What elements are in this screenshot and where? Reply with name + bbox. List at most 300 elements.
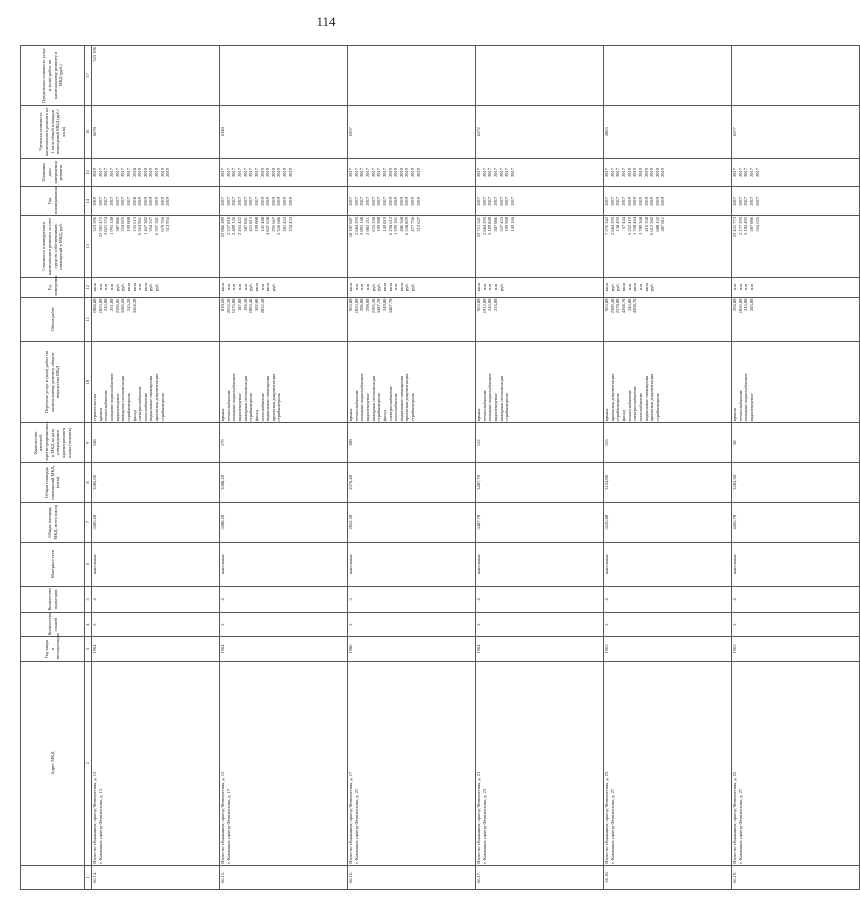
sub-item: крыши — [97, 408, 103, 422]
sub-item: 2017 — [476, 168, 482, 178]
address-line: Итого по г.Камышин, проезд Феоктистова, д. 15 — [220, 771, 226, 864]
floors-cell: 5 — [603, 613, 731, 637]
sub-item: п.м — [481, 284, 487, 291]
sub-item: п.м — [103, 284, 109, 291]
residents-cell: 100 — [347, 423, 475, 463]
sub-item: 416 338 — [643, 217, 649, 232]
sub-item: 2017 — [109, 196, 114, 206]
sub-item: 312 627 — [415, 217, 421, 232]
sub-item: пожарная сигнализация — [370, 375, 376, 422]
sub-item: 155 613 — [131, 217, 137, 232]
limit-cost-cell — [603, 46, 731, 106]
sub-item: 1 993 140 — [109, 217, 114, 236]
residents-cell: 155 — [603, 423, 731, 463]
sub-item: 2019 — [137, 196, 143, 206]
sub-item: 2017 — [253, 196, 259, 206]
table-row — [731, 46, 859, 890]
sub-item: 18 107 607 — [348, 217, 354, 238]
sub-item: кв.м — [125, 283, 131, 292]
sub-item: 199 960 — [504, 217, 510, 232]
sub-item: стройконтроль — [654, 393, 660, 422]
sub-item: п.м — [353, 284, 359, 291]
year-cell: 1965 — [731, 637, 859, 661]
address-line: г. Камышин, проезд Феоктистова, д. 27 — [737, 788, 743, 864]
unit-cost-cell: 6957 — [347, 105, 475, 158]
sub-item: стройконтроль — [159, 393, 165, 422]
sub-item: 3 095 140 — [359, 217, 365, 236]
sub-item: стройконтроль — [615, 393, 621, 422]
sub-item: 2378,00 — [615, 298, 621, 314]
rotated-table-wrapper — [20, 45, 760, 890]
sub-item: 2017 — [248, 196, 254, 206]
column-number: 7 — [85, 502, 92, 542]
sub-item: 2019 — [282, 196, 287, 206]
header-cell: Удельная стоимость капитального ремонта на 1 кв.м общей площади помещений МКД (руб./кв.м) — [21, 105, 85, 158]
sub-item: 2017 — [365, 196, 370, 206]
header-cell: Количество подъездов — [21, 586, 85, 612]
address-line: Итого по г.Камышин, проезд Феоктистова, д. 13 — [92, 771, 98, 864]
sub-item: 2017 — [253, 168, 259, 178]
sub-item: газоснабжение — [259, 393, 265, 422]
sub-item: 1912,00 — [481, 298, 487, 314]
sub-item: теплоснабжение — [737, 389, 743, 422]
sub-item: 2 177 295 — [737, 217, 743, 236]
sub-item: электроснабжение — [632, 386, 638, 422]
row-number: 66.19. — [731, 865, 859, 889]
sub-item: 387 041 — [242, 217, 248, 232]
sub-item: 2019 — [410, 168, 415, 178]
sub-item: 963,00 — [476, 298, 482, 312]
sub-item: 2019 — [276, 168, 282, 178]
works-cell — [731, 341, 859, 423]
sub-item: п.м — [137, 284, 143, 291]
volume-cell — [347, 297, 475, 341]
sub-item: 2017 — [370, 196, 376, 206]
sub-item: 2019 — [165, 168, 171, 178]
header-cell: Материал стен — [21, 542, 85, 586]
sub-item: подвальные помещения — [398, 375, 404, 422]
sub-item: 2017 — [509, 196, 515, 206]
sub-item: кв.м — [348, 283, 354, 292]
premises-area-cell: 3503,30 — [731, 463, 859, 503]
sub-item: 1 399 161 — [393, 217, 399, 236]
sub-item: 2019 — [287, 196, 293, 206]
works-cell — [219, 341, 347, 423]
sub-item: п.м — [732, 284, 738, 291]
plan-year-cell — [475, 187, 603, 216]
year-cell: 1986 — [347, 637, 475, 661]
sub-item: 3564,20 — [131, 298, 137, 314]
sub-item: 2019 — [92, 196, 98, 206]
sub-item: подвальные помещения — [148, 375, 154, 422]
sub-item: 2019 — [626, 168, 632, 178]
entrances-cell: 3 — [347, 586, 475, 612]
sub-item: 2017 — [120, 196, 126, 206]
floors-cell: 5 — [219, 613, 347, 637]
column-number: 6 — [85, 542, 92, 586]
sub-item: п.м — [626, 284, 632, 291]
sub-item: 2017 — [365, 168, 370, 178]
sub-item: 245,00 — [743, 298, 749, 312]
sub-item: 2019 — [265, 196, 271, 206]
floors-cell: 5 — [731, 613, 859, 637]
sub-item: 2017 — [359, 168, 365, 178]
sub-item: фасад — [381, 410, 387, 422]
sub-item: 187,00 — [237, 298, 242, 312]
sub-item: кв.м — [621, 283, 626, 292]
sub-item: 537 425 — [498, 217, 504, 232]
volume-cell — [219, 297, 347, 341]
sub-item: 149 019 — [381, 217, 387, 232]
header-cell: Перечень услуг и (или) работ по капитальному ремонту общего имущества МКД — [21, 341, 85, 423]
header-cell: Объем работ — [21, 297, 85, 341]
sub-item: 2017 — [621, 168, 626, 178]
sub-item: 2017 — [120, 168, 126, 178]
cost-cell — [91, 216, 219, 278]
sub-item: 2018 — [131, 168, 137, 178]
table-body — [91, 46, 859, 890]
sub-item: фасад — [621, 410, 626, 422]
sub-item: 1084,80 — [92, 298, 98, 314]
sub-item: 4 847 658 — [265, 217, 271, 236]
sub-item: 2017 — [498, 196, 504, 206]
sub-item: 2017 — [621, 196, 626, 206]
residents-cell: 179 — [219, 423, 347, 463]
sub-item: 245,20 — [125, 298, 131, 312]
end-year-cell — [347, 158, 475, 187]
sub-item: кв.м — [632, 283, 638, 292]
sub-item: 2017 — [743, 196, 749, 206]
sub-item: 2019 — [142, 168, 148, 178]
sub-item: 2019 — [259, 168, 265, 178]
sub-item: 2019 — [643, 196, 649, 206]
table-row — [347, 46, 475, 890]
sub-item: 2 684 295 — [353, 217, 359, 236]
sub-item: кв.м — [381, 283, 387, 292]
entrances-cell: 4 — [91, 586, 219, 612]
sub-item: 2017 — [125, 168, 131, 178]
sub-item: холодное водоснабжение — [359, 373, 365, 422]
column-number: 16 — [85, 105, 92, 158]
column-number: 11 — [85, 297, 92, 341]
sub-item: 6 612 302 — [649, 217, 655, 236]
sub-item: 407 811 — [660, 217, 666, 232]
sub-item: 2019 — [404, 196, 410, 206]
sub-item: 554 025 — [120, 217, 126, 232]
sub-item: п.м — [637, 284, 643, 291]
cost-cell — [347, 216, 475, 278]
row-number: 66.14. — [91, 865, 219, 889]
sub-item: 2019 — [410, 196, 415, 206]
year-cell: 1964 — [91, 637, 219, 661]
sub-item: 2017 — [376, 196, 382, 206]
sub-item: 253,00 — [493, 298, 498, 312]
sub-item: 2017 — [103, 196, 109, 206]
sub-item: 2017 — [220, 196, 226, 206]
table-row — [219, 46, 347, 890]
sub-item: руб. — [498, 283, 504, 292]
address-cell — [91, 661, 219, 865]
sub-item: 2019 — [393, 196, 399, 206]
sub-item: руб. — [114, 283, 120, 292]
repair-plan-table — [20, 45, 860, 890]
column-number: 8 — [85, 463, 92, 503]
sub-item: фасад — [131, 410, 137, 422]
year-cell: 1964 — [475, 637, 603, 661]
sub-item: 2017 — [381, 196, 387, 206]
sub-item: 295 667 — [270, 217, 276, 232]
sub-item: теплоснабжение — [481, 389, 487, 422]
sub-item: водоотведение — [237, 393, 242, 422]
sub-item: 2017 — [754, 196, 760, 206]
sub-item: 633 250 — [370, 217, 376, 232]
sub-item: 2019 — [632, 168, 638, 178]
sub-item: 2017 — [248, 168, 254, 178]
table-row — [603, 46, 731, 890]
year-cell: 1965 — [603, 637, 731, 661]
sub-item: 2017 — [231, 168, 237, 178]
sub-item: кровля — [732, 408, 738, 422]
sub-item: крыша — [220, 408, 226, 422]
wall-material-cell: панельные — [475, 542, 603, 586]
sub-item: 2017 — [237, 168, 242, 178]
sub-item: 2832,50 — [259, 298, 265, 314]
sub-item: проектная документация — [404, 373, 410, 422]
sub-item: 2019 — [142, 196, 148, 206]
sub-item: 206,00 — [359, 298, 365, 312]
sub-item: пожарная сигнализация — [120, 375, 126, 422]
column-number: 15 — [85, 158, 92, 187]
sub-item: теплоснабжение — [225, 389, 231, 422]
header-cell: Общая площадь МКД, всего (кв.м) — [21, 502, 85, 542]
sub-item: 2017 — [231, 196, 237, 206]
wall-material-cell: панельные — [91, 542, 219, 586]
sub-item: 2017 — [242, 196, 248, 206]
sub-item: 2017 — [114, 168, 120, 178]
entrances-cell: 4 — [603, 586, 731, 612]
sub-item: руб. — [649, 283, 655, 292]
column-number: 2 — [85, 661, 92, 865]
sub-item: 245,00 — [103, 298, 109, 312]
sub-item: 2017 — [225, 168, 231, 178]
sub-item: руб. — [248, 283, 254, 292]
sub-item: 2017 — [493, 196, 498, 206]
table-row — [91, 46, 219, 890]
sub-item: 199 000 — [253, 217, 259, 232]
sub-item: газоснабжение — [393, 393, 399, 422]
sub-item: кв.м — [476, 283, 482, 292]
sub-item: кв.м — [220, 283, 226, 292]
sub-item: 2017 — [487, 196, 493, 206]
header-cell: Ед. измерения — [21, 277, 85, 297]
sub-item: холодное водоснабжение — [487, 373, 493, 422]
residents-cell: 148 — [91, 423, 219, 463]
sub-item: 2017 — [609, 168, 615, 178]
sub-item: 2017 — [481, 196, 487, 206]
sub-item: руб. — [609, 283, 615, 292]
sub-item: п.м — [97, 284, 103, 291]
sub-item: 2019 — [92, 168, 98, 178]
sub-item: 2017 — [749, 196, 754, 206]
year-cell: 1964 — [219, 637, 347, 661]
sub-item: п.м — [365, 284, 370, 291]
entrances-cell: 4 — [219, 586, 347, 612]
sub-item: 2019 — [165, 196, 171, 206]
sub-item: 554 625 — [754, 217, 760, 232]
sub-item: 2017 — [225, 196, 231, 206]
floors-cell: 5 — [91, 613, 219, 637]
sub-item: 2017 — [732, 168, 738, 178]
total-area-cell: 3526,80 — [603, 502, 731, 542]
sub-item: 2019 — [643, 168, 649, 178]
sub-item: 2019 — [148, 196, 154, 206]
sub-item: 6 558 829 — [404, 217, 410, 236]
sub-item: 3487,70 — [387, 298, 393, 314]
sub-item: 249,00 — [381, 298, 387, 312]
sub-item: п.м — [242, 284, 248, 291]
sub-item: электроснабжение — [137, 386, 143, 422]
sub-item: 354 227 — [148, 217, 154, 232]
total-area-cell: 3505,60 — [91, 502, 219, 542]
sub-item: 1836,00 — [737, 298, 743, 314]
sub-item: 2019 — [649, 168, 655, 178]
address-line: Итого по г.Камышин, проезд Феоктистова, д. 23 — [604, 771, 610, 864]
column-number: 17 — [85, 46, 92, 106]
sub-item: 2019 — [276, 196, 282, 206]
sub-item: 2019 — [660, 196, 666, 206]
sub-item: п.м — [487, 284, 493, 291]
sub-item: кв.м — [604, 283, 610, 292]
sub-item: крыша — [604, 408, 610, 422]
sub-item: фасад — [253, 410, 259, 422]
sub-item: 196,50 — [242, 298, 248, 312]
sub-item: 2 409 126 — [231, 217, 237, 236]
sub-item: стройконтроль — [276, 393, 282, 422]
column-number: 12 — [85, 277, 92, 297]
sub-item: стройконтроль — [248, 393, 254, 422]
unit-cost-cell: 6340 — [219, 105, 347, 158]
unit-cell — [475, 277, 603, 297]
sub-item: подвальные помещения — [643, 375, 649, 422]
page-number: 114 — [316, 14, 336, 29]
sub-item: 2395,38 — [370, 298, 376, 314]
address-line: г. Камышин, проезд Феоктистова, д. 17 — [225, 788, 231, 864]
column-number-row — [85, 46, 92, 890]
sub-item: теплоснабжение — [353, 389, 359, 422]
column-number: 3 — [85, 637, 92, 661]
limit-cost-cell — [731, 46, 859, 106]
sub-item: 3 021 574 — [103, 217, 109, 236]
sub-item: 4268,70 — [621, 298, 626, 314]
address-cell — [475, 661, 603, 865]
sub-item: 6 264 961 — [137, 217, 143, 236]
sub-item: 2019 — [270, 196, 276, 206]
sub-item: руб. — [370, 283, 376, 292]
row-number: 66.18 — [603, 865, 731, 889]
sub-item: 2019 — [415, 196, 421, 206]
works-cell — [475, 341, 603, 423]
sub-item: 2652,20 — [225, 298, 231, 314]
sub-item: водоотведение — [114, 393, 120, 422]
sub-item: 2 684 295 — [481, 217, 487, 236]
unit-cost-cell: 6670 — [91, 105, 219, 158]
sub-item: 2017 — [125, 196, 131, 206]
sub-item: руб. — [154, 283, 159, 292]
sub-item: п.м — [743, 284, 749, 291]
entrances-cell: 4 — [475, 586, 603, 612]
sub-item: 421 813 — [248, 217, 254, 232]
sub-item: 2019 — [270, 168, 276, 178]
sub-item: стройконтроль — [504, 393, 510, 422]
sub-item: 963,00 — [604, 298, 610, 312]
total-area-cell: 3487,70 — [475, 502, 603, 542]
sub-item: 507 086 — [749, 217, 754, 232]
sub-item: п.м — [259, 284, 265, 291]
sub-item: 810,60 — [220, 298, 226, 312]
volume-cell — [603, 297, 731, 341]
row-number: 66.16. — [347, 865, 475, 889]
sub-item: 2017 — [359, 196, 365, 206]
header-cell: Предельная стоимость услуг и (или) работ по капитальному ремонту в МКД (руб.) — [21, 46, 85, 106]
sub-item: 2019 — [398, 168, 404, 178]
address-cell — [219, 661, 347, 865]
column-number: 4 — [85, 613, 92, 637]
end-year-cell — [731, 158, 859, 187]
sub-item: теплоснабжение — [626, 389, 632, 422]
sub-item: 1853,00 — [97, 298, 103, 314]
address-line: г. Камышин, проезд Феоктистова, д. 21 — [353, 788, 359, 864]
header-cell: Плановая дата завершения ремонта — [21, 158, 85, 187]
sub-item: 965,00 — [348, 298, 354, 312]
sub-item: 283,00 — [749, 298, 754, 312]
sub-item: 2017 — [370, 168, 376, 178]
sub-item: 199 900 — [376, 217, 382, 232]
sub-item: п.м — [493, 284, 498, 291]
sub-item: 261,00 — [109, 298, 114, 312]
sub-item: 2017 — [481, 168, 487, 178]
sub-item: 1676,00 — [231, 298, 237, 314]
address-line: Итого по г.Камышин, проезд Феоктистова, д. 25 — [732, 771, 738, 864]
sub-item: 2017 — [97, 168, 103, 178]
sub-item: 323 396 — [92, 217, 98, 232]
address-cell — [347, 661, 475, 865]
sub-item: 406 368 — [398, 217, 404, 232]
sub-item: кв.м — [131, 283, 137, 292]
wall-material-cell: панельные — [603, 542, 731, 586]
total-area-cell: 2852,50 — [347, 502, 475, 542]
sub-item: 2017 — [487, 168, 493, 178]
sub-item: 2019 — [415, 168, 421, 178]
sub-item: 3487,70 — [376, 298, 382, 314]
sub-item: 22 711 341 — [476, 217, 482, 238]
volume-cell — [731, 297, 859, 341]
column-number: 5 — [85, 586, 92, 612]
address-line: Итого по г.Камышин, проезд Феоктистова, д. 17 — [348, 771, 354, 864]
sub-item: 6 597 381 — [154, 217, 159, 236]
sub-item: 2017 — [754, 168, 760, 178]
address-line: г. Камышин, проезд Феоктистова, д. 23 — [481, 788, 487, 864]
header-cell: Количество жителей, зарегистрированных в МКД на дату утверждения краткосрочного плана (человек) — [21, 423, 85, 463]
sub-item: 2017 — [242, 168, 248, 178]
sub-item: 2019 — [137, 168, 143, 178]
address-line: г. Камышин, проезд Феоктистова, д. 13 — [97, 788, 103, 864]
sub-item: 281 453 — [282, 217, 287, 232]
unit-cost-cell: 2063 — [603, 105, 731, 158]
sub-item: 2019 — [626, 196, 632, 206]
limit-cost-cell — [475, 46, 603, 106]
limit-cost-cell — [347, 46, 475, 106]
sub-item: 3 189 840 — [487, 217, 493, 236]
